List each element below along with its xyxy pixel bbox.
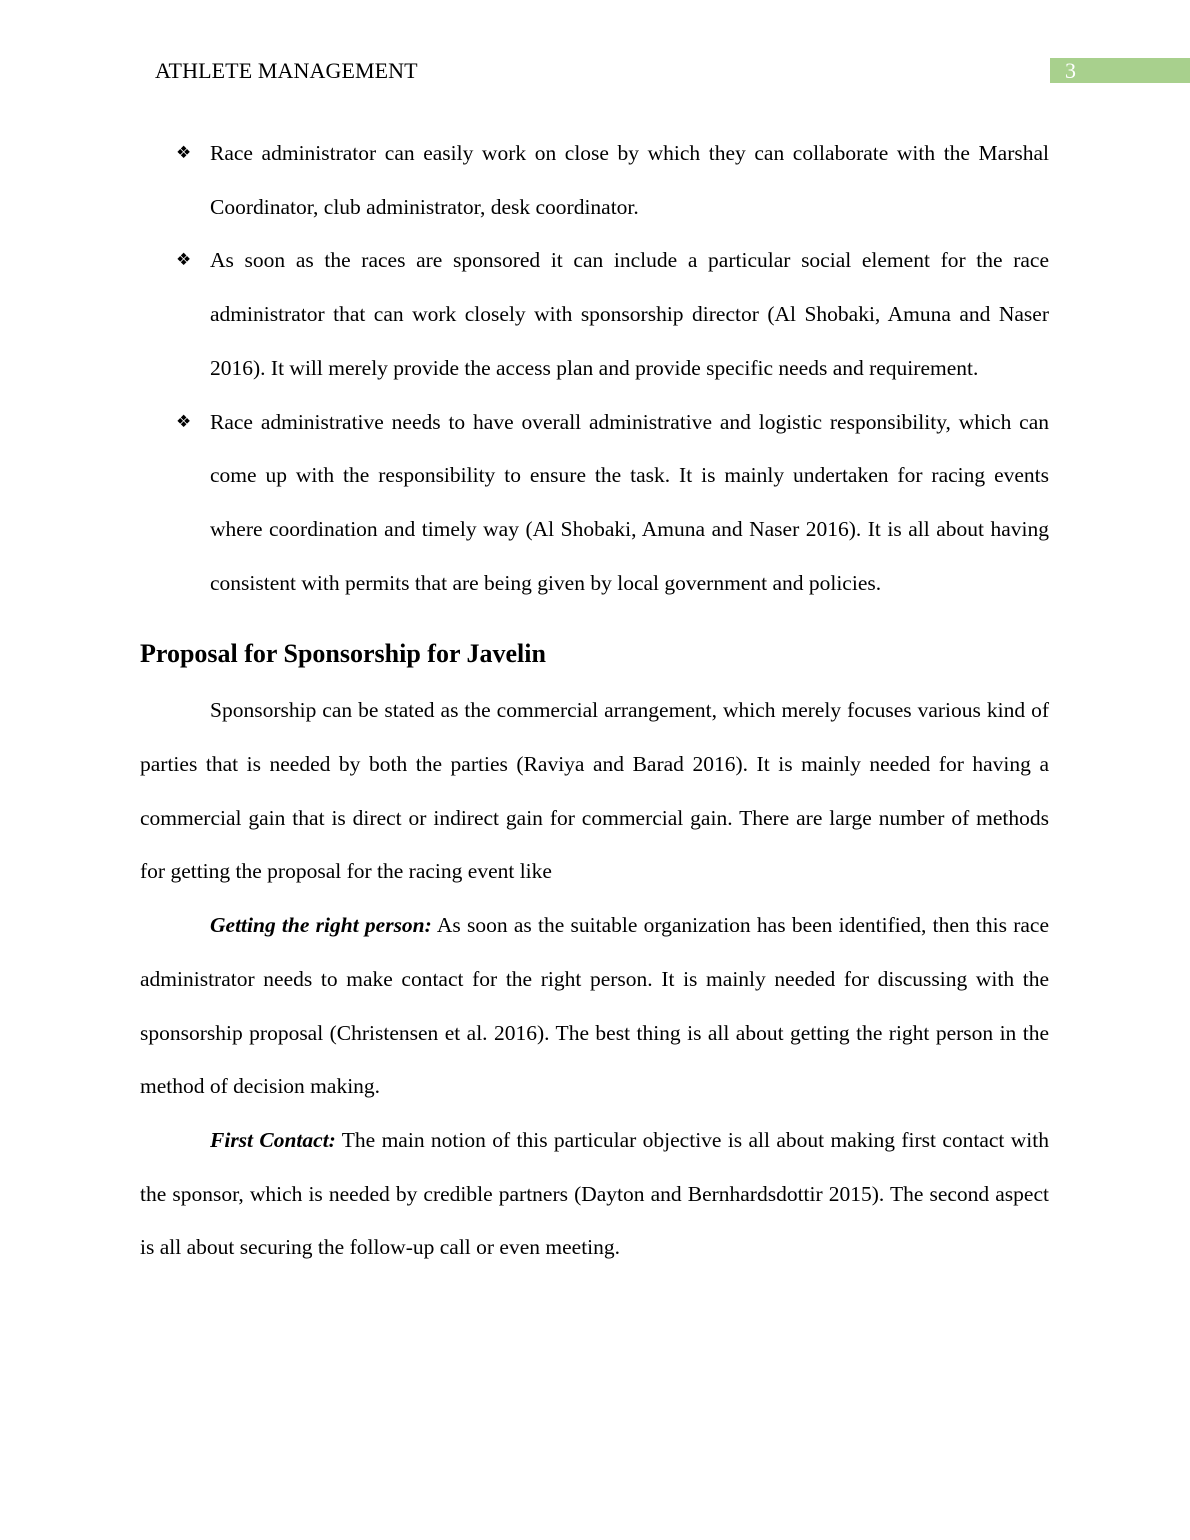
paragraph-right-person	[140, 899, 1049, 1114]
diamond-bullet-icon: ❖	[176, 250, 192, 271]
list-item	[140, 127, 1049, 234]
lead-term: First Contact:	[210, 1127, 336, 1152]
lead-term: Getting the right person:	[210, 913, 432, 938]
paragraph-text: The main notion of this particular objective is all about making first contact with the sponsor, which is needed by credible partners (Dayton and Bernhardsdottir 2015). The second aspect is all about securing the follow-up call or even meeting.	[140, 1127, 1049, 1260]
diamond-bullet-icon: ❖	[176, 143, 192, 163]
bullet-list	[140, 127, 1049, 610]
diamond-bullet-icon: ❖	[176, 411, 192, 432]
page-number-bar	[1050, 58, 1190, 83]
list-item	[140, 396, 1049, 611]
paragraph-text: As soon as the suitable organization has been identified, then this race administrator needs to make contact for the right person. It is mainly needed for discussing with the sponsorship proposal (Christensen et al. 2016). The best thing is all about getting the right person in the method of decision making.	[140, 913, 1049, 1099]
bullet-text: Race administrative needs to have overall administrative and logistic responsibility, which can come up with the responsibility to ensure the task. It is mainly undertaken for racing events where coordination and timely way (Al Shobaki, Amuna and Naser 2016). It is all about having consistent with permits that are being given by local government and policies.	[210, 409, 1049, 595]
intro-paragraph: Sponsorship can be stated as the commercial arrangement, which merely focuses various kind of parties that is needed by both the parties (Raviya and Barad 2016). It is mainly needed for having a commercial gain that is direct or indirect gain for commercial gain. There are large number of methods for getting the proposal for the racing event like	[140, 698, 1049, 884]
page-number: 3	[1065, 58, 1076, 83]
document-body	[140, 127, 1049, 1275]
section-heading: Proposal for Sponsorship for Javelin	[140, 639, 546, 669]
bullet-text: As soon as the races are sponsored it can include a particular social element for the race administrator that can work closely with sponsorship director (Al Shobaki, Amuna and Naser 2016). It will merely provide the access plan and provide specific needs and requirement.	[210, 248, 1049, 380]
bullet-text: Race administrator can easily work on close by which they can collaborate with the Marshal Coordinator, club administrator, desk coordinator.	[210, 141, 1049, 219]
paragraph-first-contact	[140, 1114, 1049, 1275]
list-item	[140, 234, 1049, 395]
running-header-title: ATHLETE MANAGEMENT	[155, 58, 418, 83]
